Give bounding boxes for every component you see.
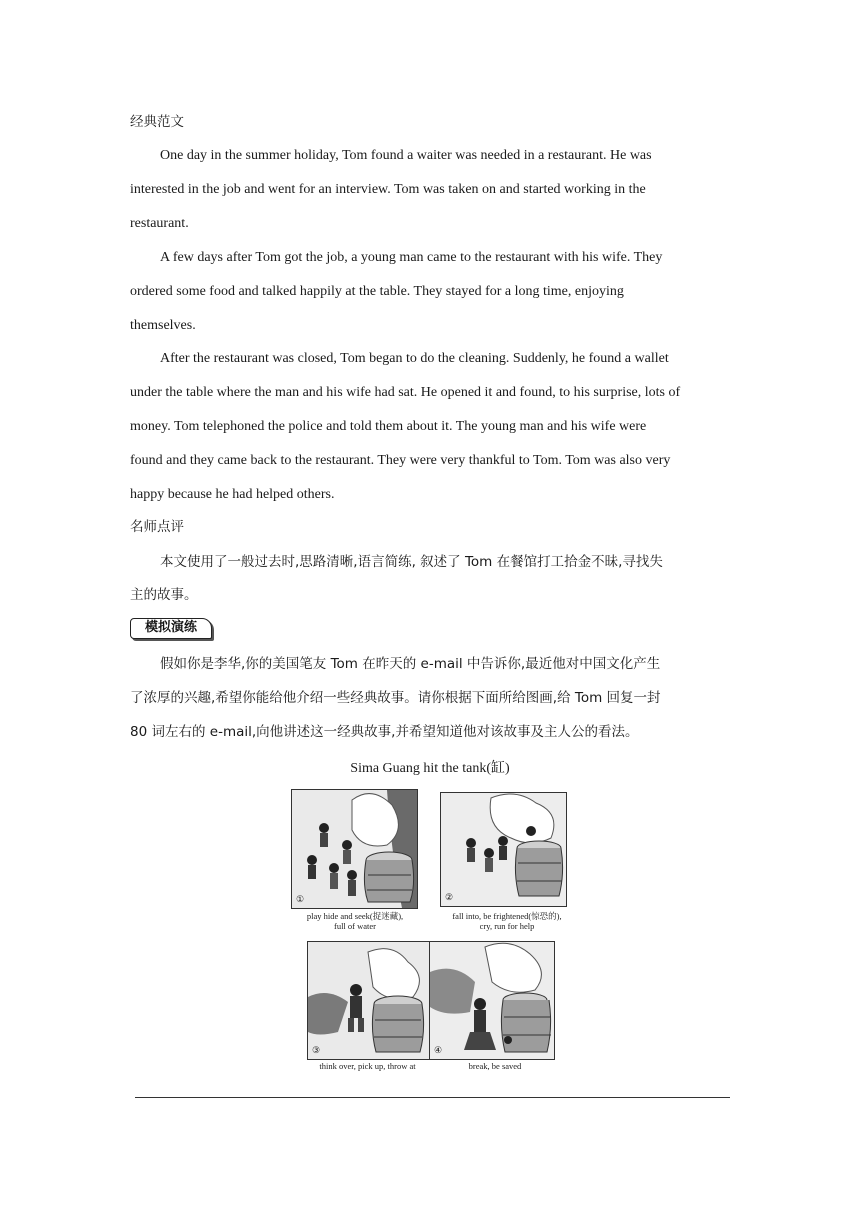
essay-line: themselves. — [130, 318, 196, 333]
panel-number: ① — [296, 894, 305, 904]
comic-panel-4 — [429, 941, 555, 1060]
comment-line: 本文使用了一般过去时,思路清晰,语言简练, 叙述了 Tom 在餐馆打工拾金不昧,寻找失 — [160, 554, 663, 570]
panel-number: ③ — [312, 1045, 321, 1055]
panel-caption-line: fall into, be frightened(惊恐的), — [452, 911, 562, 921]
teacher-comment-heading: 名师点评 — [130, 519, 184, 535]
panel-caption — [300, 1061, 435, 1071]
essay-line: After the restaurant was closed, Tom began to do the cleaning. Suddenly, he found a wallet — [160, 351, 669, 366]
panel-caption — [432, 911, 582, 931]
task-line: 80 词左右的 e-mail,向他讲述这一经典故事,并希望知道他对该故事及主人公的看法。 — [130, 724, 639, 740]
panel-caption-line: cry, run for help — [479, 921, 535, 931]
panel-number: ② — [445, 892, 454, 902]
panel-illustration — [430, 942, 554, 1059]
comment-line: 主的故事。 — [130, 587, 198, 603]
task-line: 了浓厚的兴趣,希望你能给他介绍一些经典故事。请你根据下面所给图画,给 Tom 回复一封 — [130, 690, 661, 706]
panel-illustration — [308, 942, 431, 1059]
essay-line: under the table where the man and his wife had sat. He opened it and found, to his surprise, lots of — [130, 385, 681, 400]
essay-line: found and they came back to the restaurant. They were very thankful to Tom. Tom was also very — [130, 453, 671, 468]
comic-panel-3 — [307, 941, 432, 1060]
panel-number: ④ — [434, 1045, 443, 1055]
panel-caption — [440, 1061, 550, 1071]
panel-caption — [285, 911, 425, 931]
essay-line: restaurant. — [130, 216, 189, 231]
practice-badge: 模拟演练 — [130, 618, 212, 639]
essay-line: ordered some food and talked happily at the table. They stayed for a long time, enjoying — [130, 284, 624, 299]
essay-line: A few days after Tom got the job, a young man came to the restaurant with his wife. They — [160, 250, 663, 265]
figure-title: Sima Guang hit the tank(缸) — [350, 761, 510, 776]
panel-caption-line: play hide and seek(捉迷藏), — [306, 911, 404, 921]
panel-caption-line: think over, pick up, throw at — [319, 1061, 416, 1071]
essay-line: money. Tom telephoned the police and told them about it. The young man and his wife were — [130, 419, 647, 434]
comic-panel-1 — [291, 789, 418, 909]
footer-divider — [135, 1097, 730, 1098]
task-line: 假如你是李华,你的美国笔友 Tom 在昨天的 e-mail 中告诉你,最近他对中国文化产生 — [160, 656, 661, 672]
comic-panel-2 — [440, 792, 567, 907]
essay-line: interested in the job and went for an interview. Tom was taken on and started working in the — [130, 182, 646, 197]
panel-illustration — [292, 790, 417, 908]
panel-illustration — [441, 793, 566, 906]
panel-caption-line: full of water — [333, 921, 376, 931]
essay-line: happy because he had helped others. — [130, 487, 335, 502]
sample-essay-heading: 经典范文 — [130, 114, 184, 130]
panel-caption-line: break, be saved — [468, 1061, 522, 1071]
essay-line: One day in the summer holiday, Tom found a waiter was needed in a restaurant. He was — [160, 148, 652, 163]
